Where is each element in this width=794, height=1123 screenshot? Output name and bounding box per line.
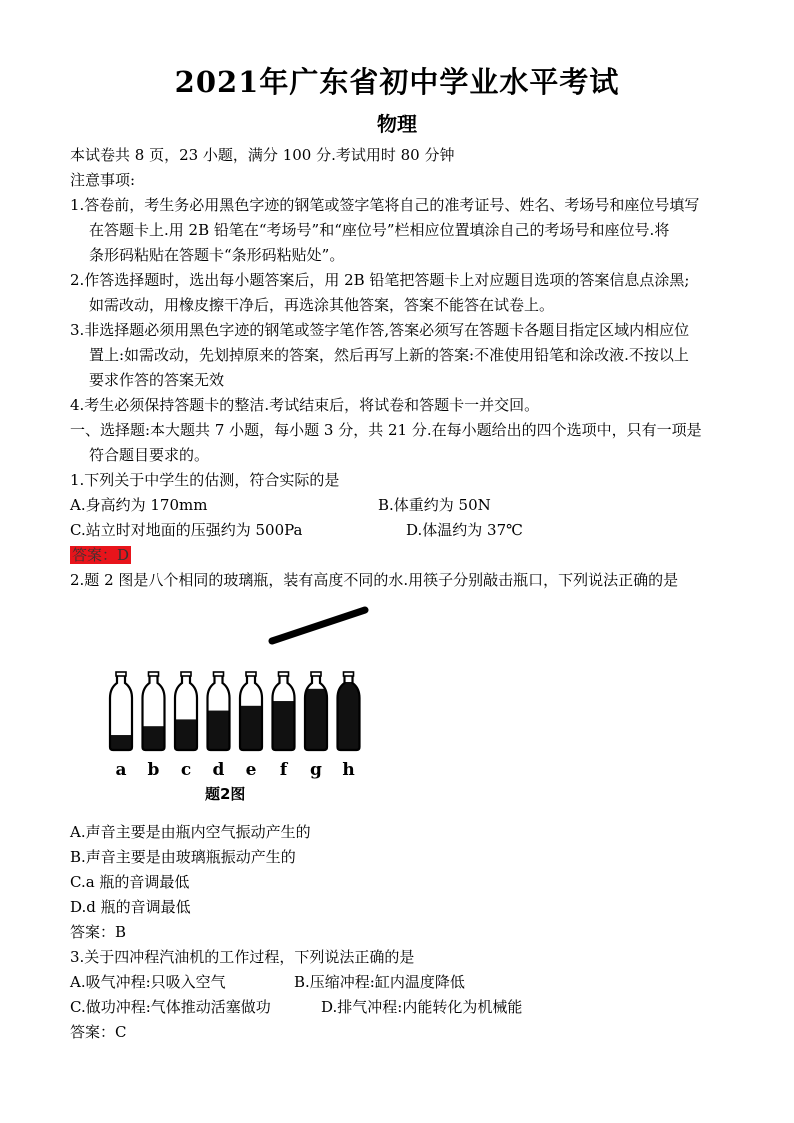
bottle-label-e: e [245,760,257,780]
bottle-rim-h [344,672,354,676]
section-1-line-1: 一、选择题:本大题共 7 小题，每小题 3 分，共 21 分.在每小题给出的四个选项中，只有一项是 [70,421,702,439]
note-2-line-1: 2.作答选择题时，选出每小题答案后，用 2B 铅笔把答题卡上对应题目选项的答案信息点涂黑; [70,271,690,289]
chopstick [272,610,365,641]
bottle-label-a: a [115,760,127,780]
bottle-label-b: b [147,760,160,780]
bottle-label-f: f [279,760,288,780]
q2-option-b: B.声音主要是由玻璃瓶振动产生的 [70,848,296,866]
bottle-label-g: g [310,760,322,780]
note-1-line-1: 1.答卷前，考生务必用黑色字迹的钢笔或签字笔将自己的准考证号、姓名、考场号和座位号填写 [70,196,700,214]
q2-stem: 2.题 2 图是八个相同的玻璃瓶，装有高度不同的水.用筷子分别敲击瓶口，下列说法正确的是 [70,571,679,589]
note-3-line-3: 要求作答的答案无效 [89,371,225,389]
q3-option-a: A.吸气冲程:只吸入空气 [70,973,226,991]
bottle-label-c: c [180,760,192,780]
exam-title: 2021年广东省初中学业水平考试 [174,65,620,99]
bottle-water-d [206,711,232,752]
note-3-line-1: 3.非选择题必须用黑色字迹的钢笔或签字笔作答,答案必须写在答题卡各题目指定区域内相应位 [70,321,690,339]
note-1-line-3: 条形码粘贴在答题卡“条形码粘贴处”。 [89,246,345,264]
bottle-label-d: d [212,760,225,780]
q3-answer: 答案：C [70,1023,127,1041]
note-2-line-2: 如需改动，用橡皮擦干净后，再选涂其他答案，答案不能答在试卷上。 [89,296,555,314]
q1-answer-highlight: 答案：D [72,546,130,564]
bottle-water-c [173,719,199,752]
q1-option-d: D.体温约为 37℃ [406,521,523,539]
subject-title: 物理 [377,112,417,136]
bottle-water-g [303,689,329,752]
note-1-line-2: 在答题卡上.用 2B 铅笔在“考场号”和“座位号”栏相应位置填涂自己的考场号和座位号.将 [89,221,670,239]
bottle-rim-g [311,672,321,676]
note-4-line-1: 4.考生必须保持答题卡的整洁.考试结束后，将试卷和答题卡一并交回。 [70,396,540,414]
q2-option-c: C.a 瓶的音调最低 [70,873,190,891]
q1-option-b: B.体重约为 50N [378,496,491,514]
bottle-rim-d [214,672,224,676]
q3-option-b: B.压缩冲程:缸内温度降低 [294,973,465,991]
q1-stem: 1.下列关于中学生的估测，符合实际的是 [70,471,340,489]
q3-option-c: C.做功冲程:气体推动活塞做功 [70,998,271,1016]
q2-option-d: D.d 瓶的音调最低 [70,898,191,916]
bottle-water-h [336,682,362,752]
bottle-rim-f [279,672,289,676]
bottle-label-h: h [342,760,355,780]
q2-option-a: A.声音主要是由瓶内空气振动产生的 [70,823,311,841]
figure-caption: 题2图 [205,785,246,803]
bottle-rim-a [116,672,126,676]
section-1-line-2: 符合题目要求的。 [89,446,210,464]
exam-intro: 本试卷共 8 页，23 小题，满分 100 分.考试用时 80 分钟 [70,146,455,164]
bottle-rim-c [181,672,191,676]
note-3-line-2: 置上:如需改动，先划掉原来的答案，然后再写上新的答案:不准使用铅笔和涂改液.不按以上 [89,346,689,364]
q3-option-d: D.排气冲程:内能转化为机械能 [321,998,523,1016]
bottle-rim-b [149,672,159,676]
bottle-rim-e [246,672,256,676]
bottle-water-b [141,726,167,752]
notes-heading: 注意事项: [70,171,136,189]
bottles-illustration [100,598,390,813]
q3-stem: 3.关于四冲程汽油机的工作过程，下列说法正确的是 [70,948,415,966]
q2-figure [100,598,390,813]
q1-option-c: C.站立时对地面的压强约为 500Pa [70,521,303,539]
q1-option-a: A.身高约为 170mm [70,496,208,514]
q1-answer [70,545,131,565]
bottle-water-e [238,706,264,752]
q2-answer: 答案：B [70,923,127,941]
bottle-water-f [271,701,297,752]
